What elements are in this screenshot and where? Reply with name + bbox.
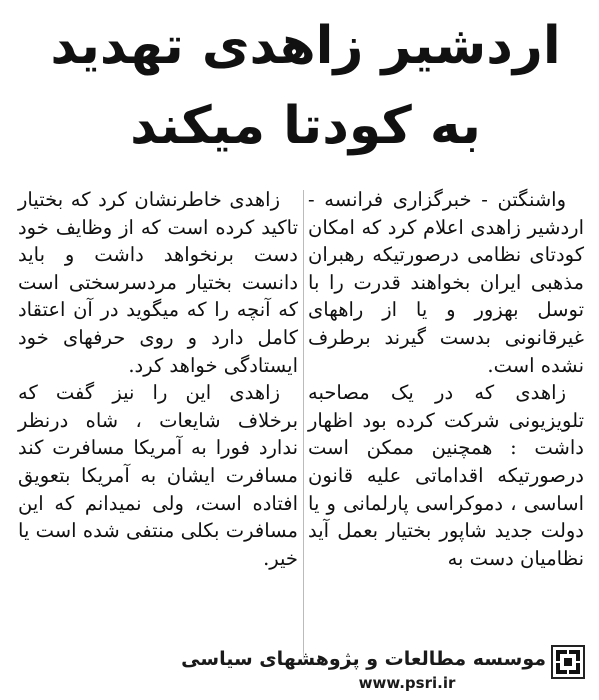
paragraph: واشنگتن - خبرگزاری فرانسه - اردشیر زاهدی اعلام کرد که امکان کودتای نظامی درصورتیکه رهبران مذهبی ایران بخواهند قدرت را با توسل بهزور و یا از راههای غیرقانونی بدست گیرند برطرف نشده است.: [308, 188, 584, 377]
paragraph: زاهدی که در یک مصاحبه تلویزیونی شرکت کرده بود اظهار داشت : همچنین ممکن است درصورتیکه اقداماتی علیه قانون اساسی ، دموکراسی پارلمانی و یا دولت جدید شاپور بختیار بعمل آید نظامیان دست به: [308, 381, 584, 570]
article-column-left: [18, 186, 298, 572]
headline-line-1: اردشیر زاهدی تهدید: [50, 16, 561, 76]
paragraph: زاهدی این را نیز گفت که برخلاف شایعات ، شاه درنظر ندارد فورا به آمریکا مسافرت کند مسافرت ایشان به آمریکا بتعویق افتاده است، ولی نمیدانم که این مسافرت بکلی منتفی شده است یا خیر.: [18, 381, 298, 570]
column-divider: [303, 190, 304, 660]
psri-logo-icon: [551, 645, 585, 679]
watermark-url[interactable]: www.psri.ir: [358, 674, 456, 692]
watermark-title: موسسه مطالعات و پژوهشهای سیاسی: [181, 648, 546, 670]
paragraph: زاهدی خاطرنشان کرد که بختیار تاکید کرده است که از وظایف خود دست برنخواهد داشت و باید دانست بختیار مردسرسختی است که آنچه را که میگوید در آن اعتقاد کامل دارد و روی حرفهای خود ایستادگی خواهد کرد.: [18, 188, 298, 377]
article-column-right: [308, 186, 584, 572]
headline-line-2: به کودتا میکند: [130, 96, 481, 156]
logo-pattern-icon: [553, 647, 583, 677]
